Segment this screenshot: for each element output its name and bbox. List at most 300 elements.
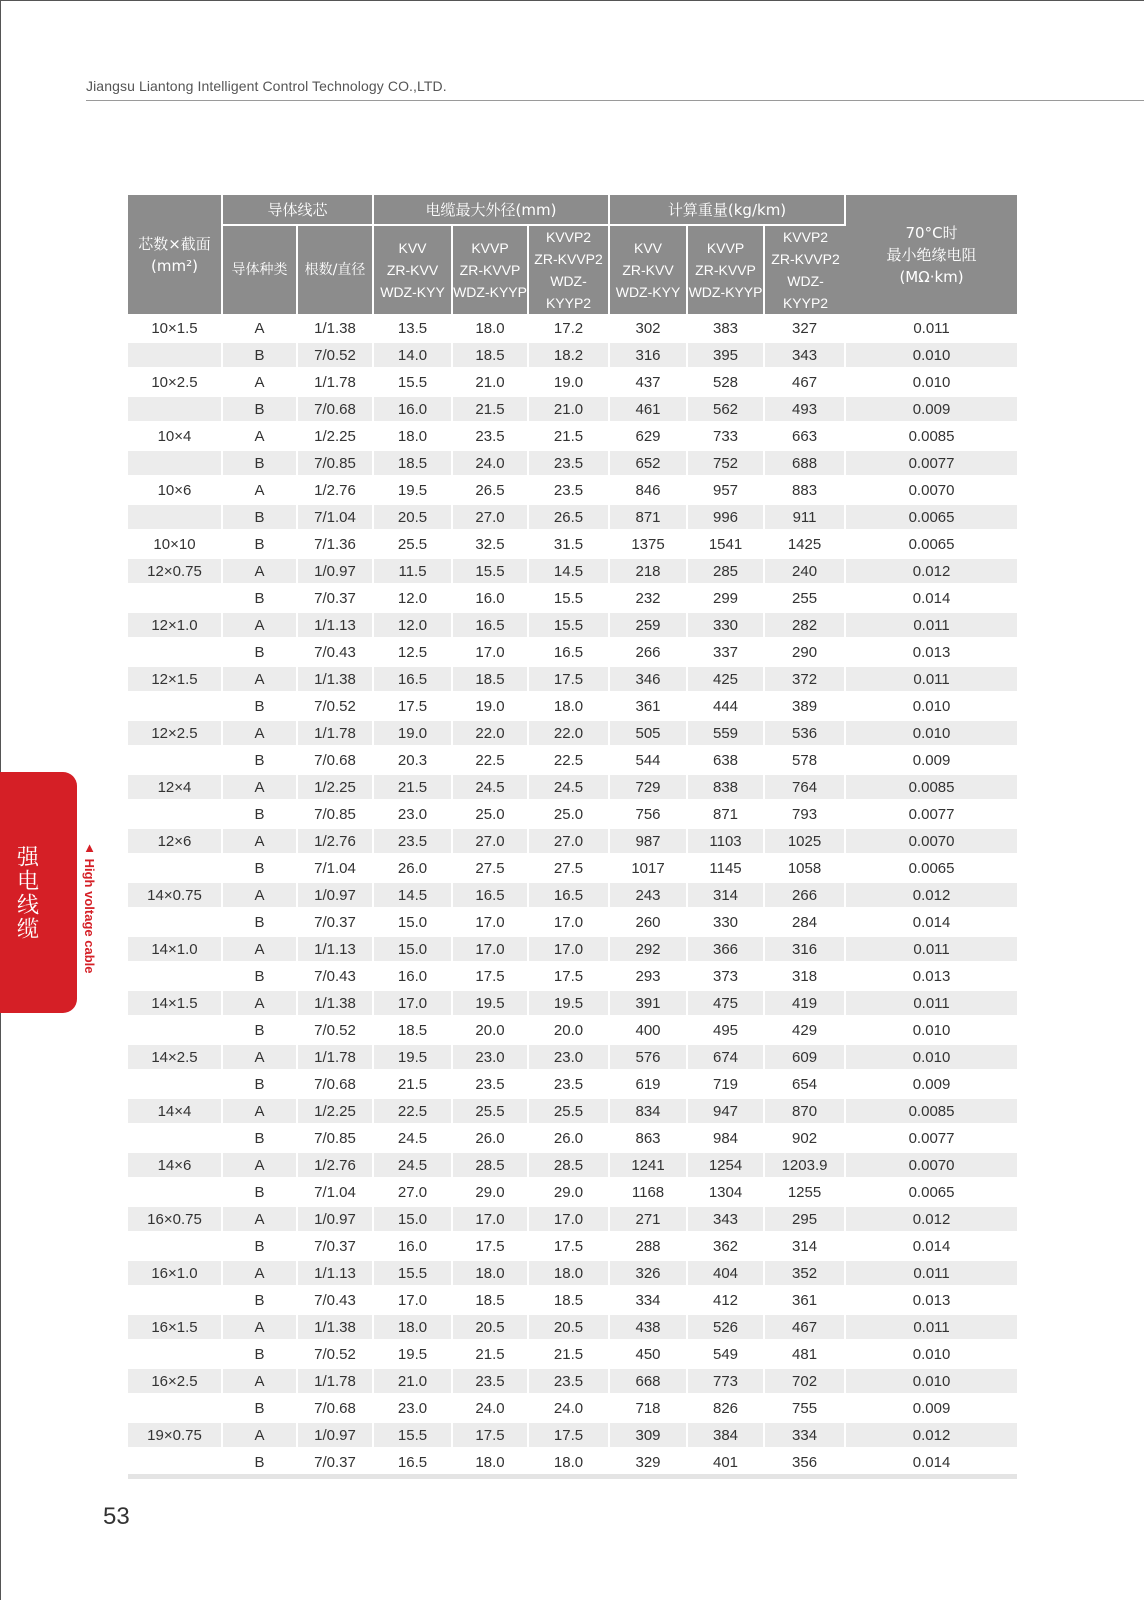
table-cell: 526 bbox=[688, 1315, 765, 1342]
table-row bbox=[128, 1045, 1017, 1072]
table-cell: 20.0 bbox=[453, 1018, 529, 1045]
table-cell: 444 bbox=[688, 694, 765, 721]
table-row bbox=[128, 1450, 1017, 1477]
table-cell: 718 bbox=[610, 1396, 688, 1423]
side-tab-cn-label: 强电线缆 bbox=[13, 844, 39, 941]
table-cell: 19.5 bbox=[453, 991, 529, 1018]
table-cell: 7/0.68 bbox=[298, 397, 374, 424]
table-cell: A bbox=[223, 667, 298, 694]
table-cell: 863 bbox=[610, 1126, 688, 1153]
table-cell: 947 bbox=[688, 1099, 765, 1126]
table-cell: 23.5 bbox=[529, 451, 610, 478]
table-cell: 0.011 bbox=[846, 613, 1017, 640]
table-cell: 292 bbox=[610, 937, 688, 964]
table-row bbox=[128, 559, 1017, 586]
table-cell: 0.013 bbox=[846, 964, 1017, 991]
table-cell: 389 bbox=[765, 694, 846, 721]
table-cell: 16×1.0 bbox=[128, 1261, 223, 1288]
table-cell: 290 bbox=[765, 640, 846, 667]
table-cell: 18.0 bbox=[453, 1450, 529, 1477]
table-cell: 25.5 bbox=[529, 1099, 610, 1126]
table-cell: 629 bbox=[610, 424, 688, 451]
table-cell: 28.5 bbox=[453, 1153, 529, 1180]
table-cell bbox=[128, 1234, 223, 1261]
table-cell: 23.5 bbox=[453, 1072, 529, 1099]
table-cell: B bbox=[223, 1126, 298, 1153]
table-cell: 330 bbox=[688, 910, 765, 937]
table-cell: 18.0 bbox=[453, 1261, 529, 1288]
table-cell: 260 bbox=[610, 910, 688, 937]
table-cell: 266 bbox=[765, 883, 846, 910]
table-cell: 1/1.78 bbox=[298, 1369, 374, 1396]
table-cell: B bbox=[223, 451, 298, 478]
table-cell: 14×6 bbox=[128, 1153, 223, 1180]
table-cell: 1168 bbox=[610, 1180, 688, 1207]
table-cell: 15.5 bbox=[374, 370, 453, 397]
table-cell: 316 bbox=[610, 343, 688, 370]
table-cell: 32.5 bbox=[453, 532, 529, 559]
table-cell: 1/1.38 bbox=[298, 316, 374, 343]
table-cell: 243 bbox=[610, 883, 688, 910]
table-cell: 0.009 bbox=[846, 748, 1017, 775]
table-cell: 7/0.37 bbox=[298, 1450, 374, 1477]
table-cell: 7/0.52 bbox=[298, 694, 374, 721]
table-cell: 7/1.04 bbox=[298, 856, 374, 883]
table-cell: A bbox=[223, 1315, 298, 1342]
table-cell: A bbox=[223, 1207, 298, 1234]
table-cell: 450 bbox=[610, 1342, 688, 1369]
table-cell: 1255 bbox=[765, 1180, 846, 1207]
table-row bbox=[128, 910, 1017, 937]
table-cell: 24.0 bbox=[453, 1396, 529, 1423]
table-cell: 18.0 bbox=[453, 316, 529, 343]
table-row bbox=[128, 991, 1017, 1018]
table-cell: 22.0 bbox=[529, 721, 610, 748]
table-cell: 438 bbox=[610, 1315, 688, 1342]
table-cell: B bbox=[223, 856, 298, 883]
table-cell: 16×1.5 bbox=[128, 1315, 223, 1342]
table-cell: 23.5 bbox=[453, 424, 529, 451]
table-row bbox=[128, 1018, 1017, 1045]
table-cell: 334 bbox=[765, 1423, 846, 1450]
table-cell: 295 bbox=[765, 1207, 846, 1234]
table-cell: 337 bbox=[688, 640, 765, 667]
table-cell: B bbox=[223, 748, 298, 775]
table-cell bbox=[128, 1180, 223, 1207]
table-cell: 1/1.13 bbox=[298, 937, 374, 964]
table-cell: 366 bbox=[688, 937, 765, 964]
table-cell: 17.5 bbox=[529, 1234, 610, 1261]
table-cell: 373 bbox=[688, 964, 765, 991]
table-cell: 16.5 bbox=[529, 640, 610, 667]
table-cell: 21.5 bbox=[529, 1342, 610, 1369]
table-cell: 544 bbox=[610, 748, 688, 775]
table-row bbox=[128, 424, 1017, 451]
table-cell: 1/1.13 bbox=[298, 1261, 374, 1288]
table-cell: 23.5 bbox=[529, 1369, 610, 1396]
table-cell: 437 bbox=[610, 370, 688, 397]
table-cell bbox=[128, 910, 223, 937]
table-cell: 271 bbox=[610, 1207, 688, 1234]
table-cell: 395 bbox=[688, 343, 765, 370]
table-row bbox=[128, 397, 1017, 424]
table-cell: 7/0.85 bbox=[298, 1126, 374, 1153]
table-cell bbox=[128, 964, 223, 991]
table-cell: 1/1.13 bbox=[298, 613, 374, 640]
table-row bbox=[128, 640, 1017, 667]
table-row bbox=[128, 1342, 1017, 1369]
table-cell: 23.5 bbox=[529, 1072, 610, 1099]
table-cell: 15.0 bbox=[374, 910, 453, 937]
table-cell: 15.5 bbox=[453, 559, 529, 586]
table-cell: 18.5 bbox=[374, 451, 453, 478]
table-cell: 27.0 bbox=[453, 829, 529, 856]
table-cell: 16.0 bbox=[374, 397, 453, 424]
table-cell: 0.009 bbox=[846, 1072, 1017, 1099]
table-cell: 12×1.5 bbox=[128, 667, 223, 694]
table-cell: B bbox=[223, 343, 298, 370]
table-cell: 18.5 bbox=[453, 667, 529, 694]
table-cell: 17.0 bbox=[529, 1207, 610, 1234]
company-header: Jiangsu Liantong Intelligent Control Technology CO.,LTD. bbox=[86, 78, 447, 94]
table-cell: 1/2.25 bbox=[298, 424, 374, 451]
table-cell: 22.5 bbox=[529, 748, 610, 775]
table-cell: 17.0 bbox=[374, 991, 453, 1018]
table-cell: 23.5 bbox=[453, 1369, 529, 1396]
table-cell: 18.0 bbox=[529, 1261, 610, 1288]
table-cell: 7/0.68 bbox=[298, 1396, 374, 1423]
table-cell: 23.5 bbox=[374, 829, 453, 856]
table-cell: 0.0077 bbox=[846, 802, 1017, 829]
table-cell: 17.5 bbox=[529, 964, 610, 991]
table-row bbox=[128, 343, 1017, 370]
table-cell: 401 bbox=[688, 1450, 765, 1477]
table-cell: 0.012 bbox=[846, 1423, 1017, 1450]
table-cell: 1/1.38 bbox=[298, 667, 374, 694]
table-cell: 16.5 bbox=[374, 1450, 453, 1477]
header-weight-kvvp2: KVVP2 ZR-KVVP2 WDZ-KYYP2 bbox=[765, 226, 846, 316]
table-cell: 1203.9 bbox=[765, 1153, 846, 1180]
header-weight-group: 计算重量(kg/km) bbox=[610, 195, 846, 226]
table-cell: 7/1.04 bbox=[298, 505, 374, 532]
table-cell bbox=[128, 343, 223, 370]
table-cell: 28.5 bbox=[529, 1153, 610, 1180]
table-cell: 12×0.75 bbox=[128, 559, 223, 586]
table-cell: 7/0.52 bbox=[298, 1018, 374, 1045]
table-cell: 218 bbox=[610, 559, 688, 586]
side-section-tab bbox=[0, 772, 77, 1013]
table-cell: 846 bbox=[610, 478, 688, 505]
table-row bbox=[128, 586, 1017, 613]
table-cell: 404 bbox=[688, 1261, 765, 1288]
table-cell: A bbox=[223, 937, 298, 964]
table-cell: 0.010 bbox=[846, 370, 1017, 397]
table-cell: 10×4 bbox=[128, 424, 223, 451]
table-cell: 17.2 bbox=[529, 316, 610, 343]
table-cell: 19.5 bbox=[374, 478, 453, 505]
table-cell: A bbox=[223, 424, 298, 451]
table-row bbox=[128, 1153, 1017, 1180]
table-cell: 0.0085 bbox=[846, 1099, 1017, 1126]
table-cell: 23.0 bbox=[529, 1045, 610, 1072]
table-cell: 0.0077 bbox=[846, 1126, 1017, 1153]
table-cell: 755 bbox=[765, 1396, 846, 1423]
table-cell: 21.5 bbox=[453, 397, 529, 424]
table-cell: 240 bbox=[765, 559, 846, 586]
table-cell: 27.5 bbox=[453, 856, 529, 883]
header-conductor-group: 导体线芯 bbox=[223, 195, 374, 226]
table-cell bbox=[128, 505, 223, 532]
table-cell: A bbox=[223, 613, 298, 640]
table-cell: 17.0 bbox=[453, 937, 529, 964]
table-cell: 309 bbox=[610, 1423, 688, 1450]
table-cell: 0.0065 bbox=[846, 1180, 1017, 1207]
table-cell: 0.011 bbox=[846, 1315, 1017, 1342]
table-cell: 7/0.43 bbox=[298, 964, 374, 991]
table-cell: 18.0 bbox=[374, 424, 453, 451]
table-cell: 719 bbox=[688, 1072, 765, 1099]
table-cell: B bbox=[223, 1342, 298, 1369]
table-cell: B bbox=[223, 1180, 298, 1207]
table-row bbox=[128, 1369, 1017, 1396]
table-cell: 7/0.37 bbox=[298, 586, 374, 613]
table-cell: 16.5 bbox=[453, 613, 529, 640]
table-cell: 259 bbox=[610, 613, 688, 640]
table-cell: 12.0 bbox=[374, 586, 453, 613]
table-cell: 7/0.85 bbox=[298, 451, 374, 478]
table-cell: B bbox=[223, 964, 298, 991]
header-rule bbox=[86, 100, 1144, 101]
table-cell: 27.0 bbox=[374, 1180, 453, 1207]
table-cell: 1103 bbox=[688, 829, 765, 856]
table-cell: 21.0 bbox=[374, 1369, 453, 1396]
table-cell: 911 bbox=[765, 505, 846, 532]
table-cell: 0.0065 bbox=[846, 505, 1017, 532]
table-cell: 984 bbox=[688, 1126, 765, 1153]
table-cell: 652 bbox=[610, 451, 688, 478]
table-cell: A bbox=[223, 1045, 298, 1072]
table-cell: 16×2.5 bbox=[128, 1369, 223, 1396]
table-cell: 467 bbox=[765, 1315, 846, 1342]
table-cell: 0.010 bbox=[846, 1342, 1017, 1369]
table-cell: 391 bbox=[610, 991, 688, 1018]
table-cell bbox=[128, 640, 223, 667]
table-cell: 24.5 bbox=[453, 775, 529, 802]
table-cell bbox=[128, 748, 223, 775]
table-cell: 578 bbox=[765, 748, 846, 775]
table-cell: 14.5 bbox=[374, 883, 453, 910]
table-cell: 0.010 bbox=[846, 694, 1017, 721]
table-row bbox=[128, 451, 1017, 478]
table-cell: 0.011 bbox=[846, 316, 1017, 343]
table-cell: 22.5 bbox=[374, 1099, 453, 1126]
table-cell: 285 bbox=[688, 559, 765, 586]
table-cell: 282 bbox=[765, 613, 846, 640]
table-cell: 7/0.68 bbox=[298, 1072, 374, 1099]
table-cell: 17.5 bbox=[453, 1423, 529, 1450]
table-cell: 25.5 bbox=[453, 1099, 529, 1126]
table-cell: 22.5 bbox=[453, 748, 529, 775]
table-cell: B bbox=[223, 802, 298, 829]
table-cell: B bbox=[223, 532, 298, 559]
table-cell: 19.5 bbox=[374, 1045, 453, 1072]
table-cell: A bbox=[223, 1369, 298, 1396]
table-cell: 729 bbox=[610, 775, 688, 802]
table-bottom-rule bbox=[128, 1474, 1017, 1479]
table-row bbox=[128, 532, 1017, 559]
table-cell: 576 bbox=[610, 1045, 688, 1072]
table-cell: 18.2 bbox=[529, 343, 610, 370]
table-row bbox=[128, 1072, 1017, 1099]
table-cell: 16.5 bbox=[453, 883, 529, 910]
table-cell bbox=[128, 1072, 223, 1099]
table-cell: B bbox=[223, 505, 298, 532]
header-diameter-kvv: KVV ZR-KVV WDZ-KYY bbox=[374, 226, 453, 316]
table-cell: 0.0070 bbox=[846, 1153, 1017, 1180]
table-cell: 0.014 bbox=[846, 586, 1017, 613]
table-cell: 1/1.38 bbox=[298, 991, 374, 1018]
table-cell: 20.3 bbox=[374, 748, 453, 775]
table-cell bbox=[128, 1288, 223, 1315]
table-cell: 10×1.5 bbox=[128, 316, 223, 343]
table-cell: 609 bbox=[765, 1045, 846, 1072]
table-cell: 288 bbox=[610, 1234, 688, 1261]
table-row bbox=[128, 829, 1017, 856]
table-cell: 326 bbox=[610, 1261, 688, 1288]
table-cell: 871 bbox=[688, 802, 765, 829]
table-cell: 20.0 bbox=[529, 1018, 610, 1045]
table-cell: 0.012 bbox=[846, 559, 1017, 586]
table-cell: 0.012 bbox=[846, 1207, 1017, 1234]
table-cell: 255 bbox=[765, 586, 846, 613]
table-cell: 883 bbox=[765, 478, 846, 505]
table-cell: 674 bbox=[688, 1045, 765, 1072]
header-conductor-type: 导体种类 bbox=[223, 226, 298, 316]
table-cell: 0.0085 bbox=[846, 775, 1017, 802]
table-cell: 7/0.43 bbox=[298, 640, 374, 667]
table-cell: 17.0 bbox=[453, 1207, 529, 1234]
table-cell: B bbox=[223, 1288, 298, 1315]
table-cell: A bbox=[223, 1153, 298, 1180]
table-cell: 1/1.38 bbox=[298, 1315, 374, 1342]
table-cell: 27.0 bbox=[529, 829, 610, 856]
table-cell: 16.5 bbox=[374, 667, 453, 694]
table-cell: 528 bbox=[688, 370, 765, 397]
table-cell: 0.014 bbox=[846, 1450, 1017, 1477]
table-row bbox=[128, 883, 1017, 910]
table-cell: 18.0 bbox=[529, 694, 610, 721]
table-cell: 0.0065 bbox=[846, 856, 1017, 883]
table-cell: 1058 bbox=[765, 856, 846, 883]
table-cell bbox=[128, 586, 223, 613]
table-cell: 13.5 bbox=[374, 316, 453, 343]
table-cell: 24.5 bbox=[374, 1153, 453, 1180]
table-cell: 372 bbox=[765, 667, 846, 694]
table-cell: 314 bbox=[765, 1234, 846, 1261]
table-cell: 1/2.25 bbox=[298, 775, 374, 802]
table-cell: 20.5 bbox=[374, 505, 453, 532]
table-cell: 12×1.0 bbox=[128, 613, 223, 640]
table-cell bbox=[128, 856, 223, 883]
table-row bbox=[128, 1396, 1017, 1423]
table-row bbox=[128, 316, 1017, 343]
table-cell: A bbox=[223, 883, 298, 910]
table-cell: 18.5 bbox=[453, 1288, 529, 1315]
header-diameter-kvvp2: KVVP2 ZR-KVVP2 WDZ-KYYP2 bbox=[529, 226, 610, 316]
table-body bbox=[128, 316, 1017, 1477]
table-cell: 0.010 bbox=[846, 721, 1017, 748]
table-cell: 27.5 bbox=[529, 856, 610, 883]
table-cell: 400 bbox=[610, 1018, 688, 1045]
table-cell: 902 bbox=[765, 1126, 846, 1153]
table-cell: 834 bbox=[610, 1099, 688, 1126]
table-cell: 21.0 bbox=[453, 370, 529, 397]
header-resistance: 70°C时 最小绝缘电阻 (MΩ·km) bbox=[846, 195, 1017, 316]
cable-spec-table bbox=[128, 195, 1017, 1477]
table-cell: 14×1.0 bbox=[128, 937, 223, 964]
table-row bbox=[128, 964, 1017, 991]
table-cell: 764 bbox=[765, 775, 846, 802]
table-cell: 29.0 bbox=[453, 1180, 529, 1207]
table-cell: 0.013 bbox=[846, 640, 1017, 667]
table-cell: A bbox=[223, 1099, 298, 1126]
table-cell: 871 bbox=[610, 505, 688, 532]
table-cell: 17.5 bbox=[529, 1423, 610, 1450]
table-cell: B bbox=[223, 586, 298, 613]
header-weight-kvvp: KVVP ZR-KVVP WDZ-KYYP bbox=[688, 226, 765, 316]
table-cell: 316 bbox=[765, 937, 846, 964]
table-cell: 12.5 bbox=[374, 640, 453, 667]
table-cell: 19×0.75 bbox=[128, 1423, 223, 1450]
table-cell: 17.5 bbox=[529, 667, 610, 694]
table-cell: 302 bbox=[610, 316, 688, 343]
table-cell: 0.010 bbox=[846, 1045, 1017, 1072]
table-cell: B bbox=[223, 397, 298, 424]
table-cell: 384 bbox=[688, 1423, 765, 1450]
table-row bbox=[128, 721, 1017, 748]
table-cell: 284 bbox=[765, 910, 846, 937]
table-row bbox=[128, 1315, 1017, 1342]
table-cell: 10×6 bbox=[128, 478, 223, 505]
table-cell: 15.5 bbox=[374, 1423, 453, 1450]
table-cell: 318 bbox=[765, 964, 846, 991]
table-cell: 15.0 bbox=[374, 937, 453, 964]
table-cell: A bbox=[223, 478, 298, 505]
table-cell: 1/2.76 bbox=[298, 478, 374, 505]
table-cell: 733 bbox=[688, 424, 765, 451]
table-cell: 1304 bbox=[688, 1180, 765, 1207]
table-cell: 1/0.97 bbox=[298, 559, 374, 586]
table-cell bbox=[128, 1450, 223, 1477]
table-row bbox=[128, 748, 1017, 775]
table-cell: 0.014 bbox=[846, 1234, 1017, 1261]
table-cell: 356 bbox=[765, 1450, 846, 1477]
table-cell: 20.5 bbox=[453, 1315, 529, 1342]
table-cell: 756 bbox=[610, 802, 688, 829]
table-cell: 24.5 bbox=[374, 1126, 453, 1153]
table-cell: 17.0 bbox=[529, 910, 610, 937]
table-cell: 987 bbox=[610, 829, 688, 856]
table-cell: 838 bbox=[688, 775, 765, 802]
table-cell: 18.5 bbox=[529, 1288, 610, 1315]
table-cell: 1145 bbox=[688, 856, 765, 883]
table-cell: 24.0 bbox=[529, 1396, 610, 1423]
table-row bbox=[128, 667, 1017, 694]
table-row bbox=[128, 370, 1017, 397]
table-cell: 23.0 bbox=[374, 1396, 453, 1423]
table-cell: A bbox=[223, 991, 298, 1018]
table-cell: 0.011 bbox=[846, 1261, 1017, 1288]
